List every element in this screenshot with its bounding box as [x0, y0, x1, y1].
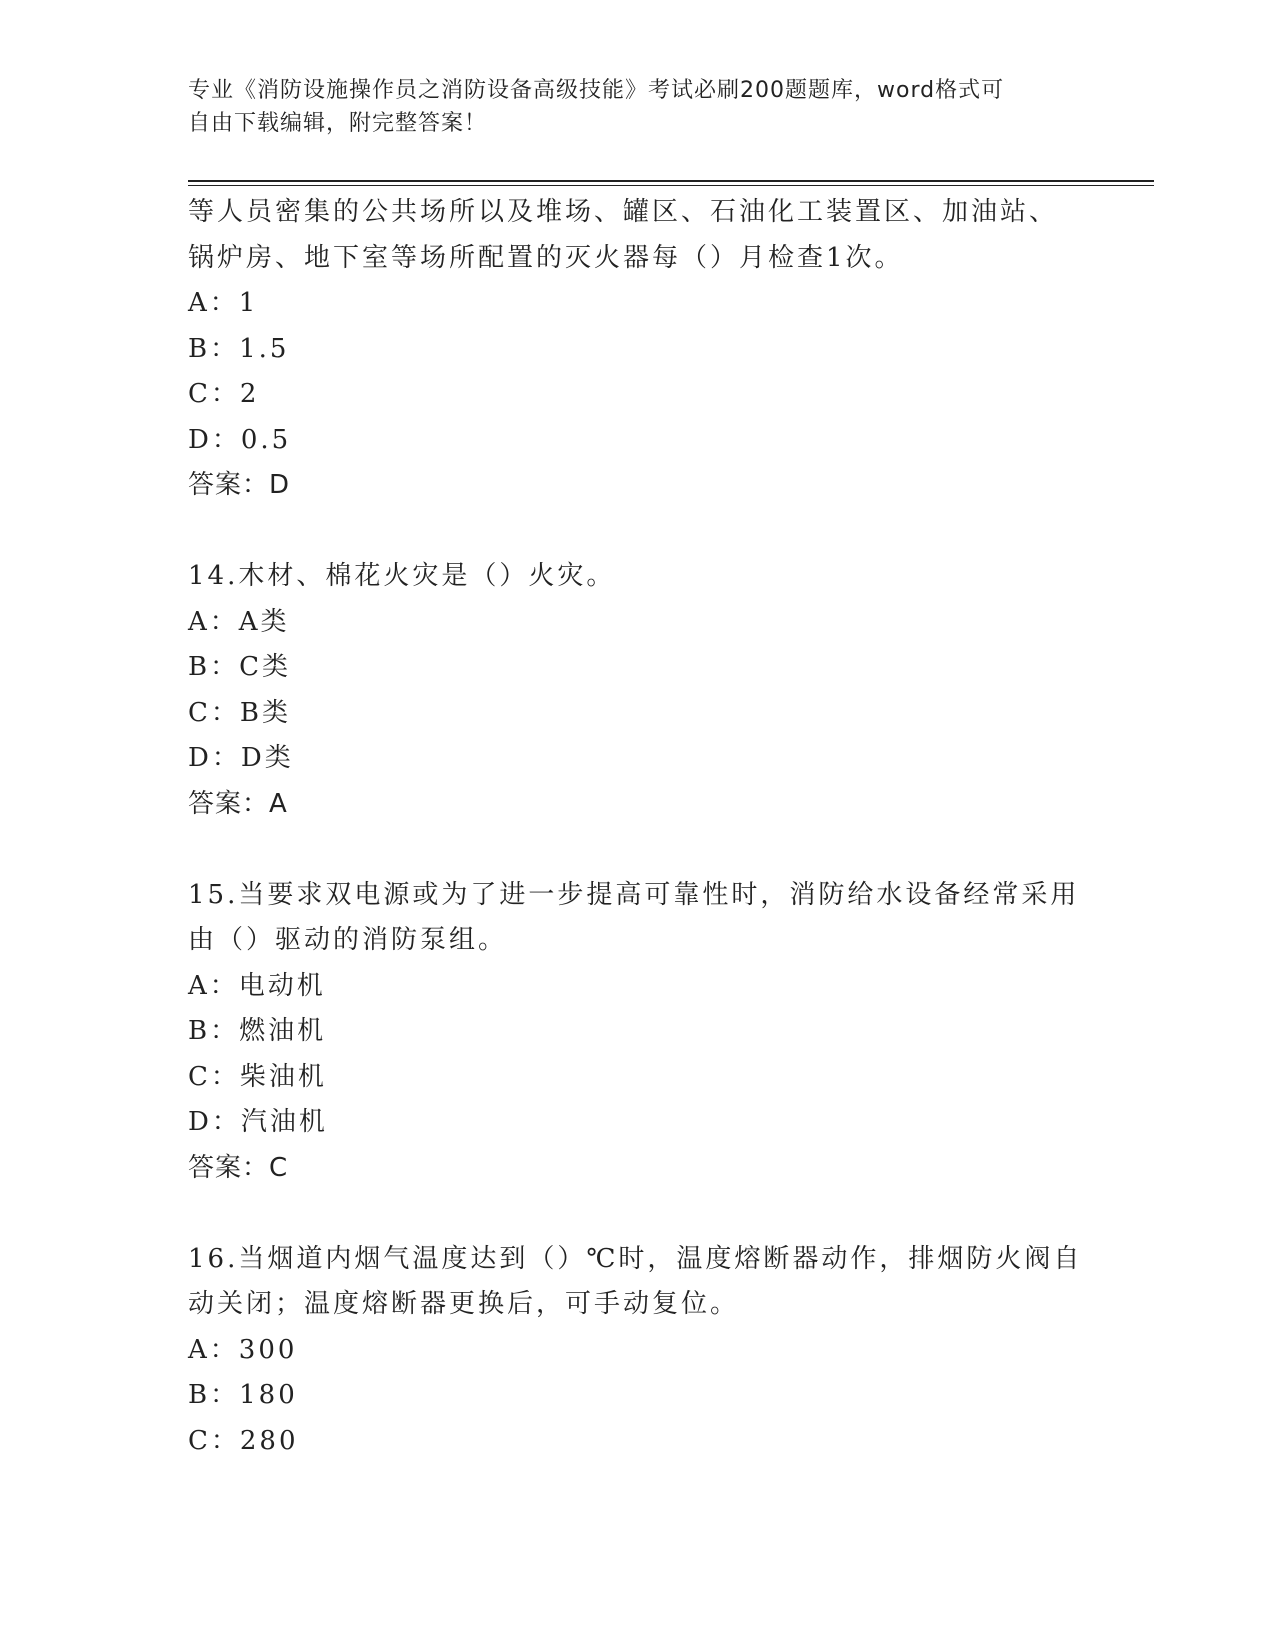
question-15 — [188, 873, 1088, 1192]
option-c: C：280 — [188, 1425, 299, 1456]
answer: 答案：A — [188, 788, 288, 819]
option-b: B：C类 — [188, 652, 292, 682]
option-b: B：1.5 — [188, 333, 290, 364]
header-line-2: 自由下载编辑，附完整答案！ — [188, 111, 488, 136]
question-list — [188, 190, 1088, 1464]
question-text: 由（）驱动的消防泵组。 — [188, 925, 508, 955]
question-text: 16.当烟道内烟气温度达到（）℃时，温度熔断器动作，排烟防火阀自 — [188, 1243, 1083, 1274]
question-text: 15.当要求双电源或为了进一步提高可靠性时，消防给水设备经常采用 — [188, 879, 1080, 910]
question-text: 动关闭；温度熔断器更换后，可手动复位。 — [188, 1289, 740, 1319]
option-a: A：1 — [188, 288, 259, 318]
header-divider-thick — [188, 180, 1154, 182]
option-d: D：0.5 — [188, 424, 292, 455]
question-text: 14.木材、棉花火灾是（）火灾。 — [188, 561, 616, 591]
question-13 — [188, 190, 1088, 509]
question-14 — [188, 554, 1088, 827]
document-header — [188, 74, 1068, 140]
question-16 — [188, 1237, 1088, 1465]
option-d: D：D类 — [188, 743, 294, 773]
option-c: C：2 — [188, 379, 260, 409]
option-b: B：燃油机 — [188, 1016, 327, 1046]
answer: 答案：D — [188, 470, 291, 500]
option-d: D：汽油机 — [188, 1107, 328, 1137]
option-b: B：180 — [188, 1380, 298, 1410]
question-text: 锅炉房、地下室等场所配置的灭火器每（）月检查1次。 — [188, 242, 904, 273]
question-text: 等人员密集的公共场所以及堆场、罐区、石油化工装置区、加油站、 — [188, 197, 1059, 227]
answer: 答案：C — [188, 1152, 289, 1183]
option-a: A：电动机 — [188, 970, 326, 1001]
header-line-1: 专业《消防设施操作员之消防设备高级技能》考试必刷200题题库，word格式可 — [188, 78, 1005, 103]
option-c: C：B类 — [188, 697, 292, 728]
option-a: A：300 — [188, 1334, 298, 1365]
header-divider-thin — [188, 185, 1154, 186]
option-a: A：A类 — [188, 606, 290, 637]
option-c: C：柴油机 — [188, 1061, 327, 1092]
